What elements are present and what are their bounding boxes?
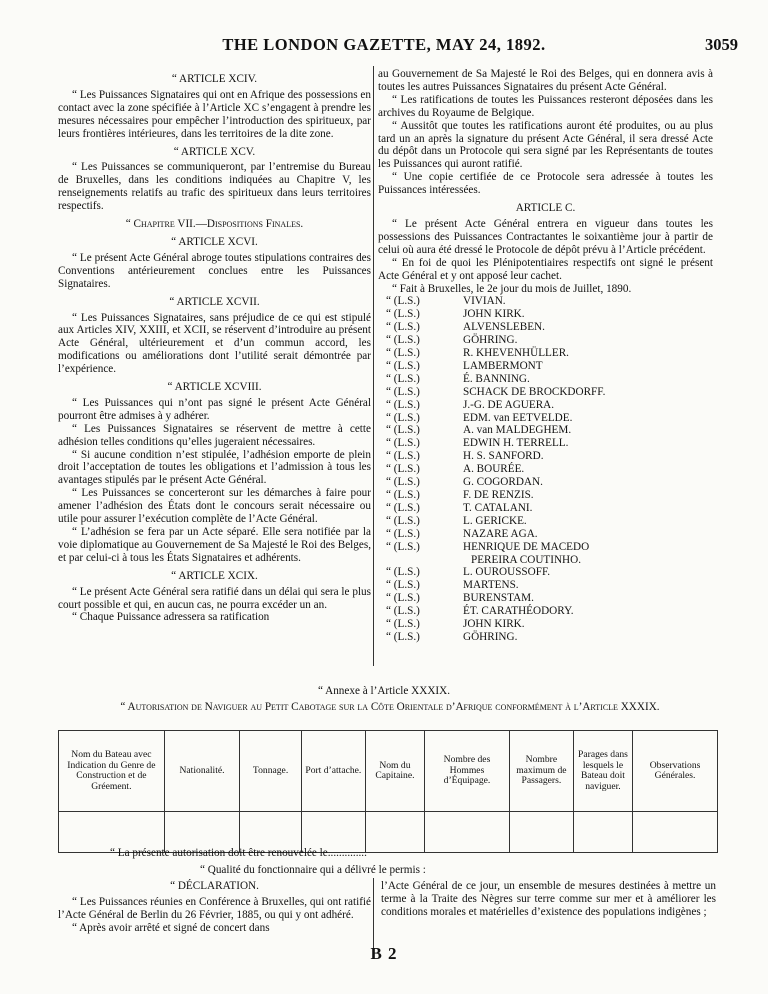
signatory-name: LAMBERMONT [463,359,543,372]
gazette-title: THE LONDON GAZETTE, MAY 24, 1892. [222,35,546,54]
signatory-name: JOHN KIRK. [463,308,525,321]
permit-table-cell [509,812,573,853]
signatory-name: HENRIQUE DE MACEDO [463,540,590,553]
permit-table [58,730,718,853]
signatory-name: A. BOURÉE. [463,463,525,476]
article-95-text: “ Les Puissances se communiqueront, par l’entremise du Bureau de Bruxelles, dans les conditions indiquées au Chapitre V, les renseignements relatifs au trafic des spiritueux dans leurs territoires respectifs. [58,161,371,213]
article-94-heading: “ ARTICLE XCIV. [171,73,258,85]
declaration-paragraph: “ Les Puissances réunies en Conférence à Bruxelles, qui ont ratifié l’Acte Général de Berlin du 26 Février, 1885, ou qui y ont adhéré. [58,895,371,921]
ls-seal: “ (L.S.) [386,334,420,347]
ls-seal: “ (L.S.) [386,359,420,372]
permit-table-cell [633,812,718,853]
ls-seal: “ (L.S.) [386,501,420,514]
renewal-note: “ La présente autorisation doit être renouvelée le.............. [110,847,367,859]
issuer-note: “ Qualité du fonctionnaire qui a délivré le permis : [200,864,426,876]
signatory-name: EDM. van EETVELDE. [463,411,573,424]
ls-seal: “ (L.S.) [386,527,420,540]
signatory-name: H. S. SANFORD. [463,450,544,463]
signatory-name: R. KHEVENHÜLLER. [463,347,569,360]
permit-table-header: Port d’attache. [301,731,365,812]
ls-seal: “ (L.S.) [386,566,420,579]
article-98-paragraph: “ Si aucune condition n’est stipulée, l’adhésion emporte de plein droit l’acceptation de toutes les obligations et l’admission à tous les avantages stipulés par le présent Acte Général. [58,448,371,487]
column-divider-bottom [373,878,374,948]
permit-table-cell [425,812,510,853]
paragraph: “ En foi de quoi les Plénipotentiaires respectifs ont signé le présent Acte Général et y ont apposé leur cachet. [378,256,713,282]
signatory-name: MARTENS. [463,579,519,592]
article-98-paragraph: “ Les Puissances se concerteront sur les démarches à faire pour amener l’adhésion des États dont le concours serait nécessaire ou utile pour assurer l’exécution complète de l’Acte Général. [58,487,371,526]
signatory-list [378,295,713,643]
paragraph: “ Aussitôt que toutes les ratifications auront été produites, ou au plus tard un an après la signature du présent Acte Général, il sera dressé Acte du dépôt dans un Protocole qui sera signé par les Représentants de toutes les Puissances qui auront ratifié. [378,119,713,171]
signatory-name: VIVIAN. [463,295,506,308]
article-96-text: “ Le présent Acte Général abroge toutes stipulations contraires des Conventions antérieurement conclues entre les Puissances Signataires. [58,251,371,290]
ls-seal: “ (L.S.) [386,630,420,643]
page-number: 3059 [705,35,738,54]
signatory-name: JOHN KIRK. [463,618,525,631]
permit-table-header: Nombre maximum de Passagers. [509,731,573,812]
declaration-right [381,880,716,919]
article-99-paragraph: “ Le présent Acte Général sera ratifié dans un délai qui sera le plus court possible et qui, en aucun cas, ne pourra excéder un an. [58,585,371,611]
article-95-heading: “ ARTICLE XCV. [173,145,256,158]
ls-seal: “ (L.S.) [386,463,420,476]
authorisation-text: “ Autorisation de Naviguer au Petit Cabotage sur la Côte Orientale d’Afrique conformément à l’Article XXXIX. [120,701,660,713]
declaration-continued: l’Acte Général de ce jour, un ensemble de mesures destinées à mettre un terme à la Traite des Nègres sur terre comme sur mer et à améliorer les conditions morales et matérielles d’existence des populations indigènes ; [381,880,716,918]
article-97-heading: “ ARTICLE XCVII. [169,295,260,308]
article-98-heading: “ ARTICLE XCVIII. [167,381,262,394]
signatory-name: T. CATALANI. [463,501,533,514]
ls-seal: “ (L.S.) [386,385,420,398]
permit-table-header: Tonnage. [240,731,302,812]
signatory-name: G. COGORDAN. [463,476,543,489]
ls-seal: “ (L.S.) [386,398,420,411]
permit-table-header-row [59,731,718,812]
article-99-heading: “ ARTICLE XCIX. [171,569,258,582]
ls-seal: “ (L.S.) [386,489,420,501]
signatory-name: L. OUROUSSOFF. [463,566,551,579]
ls-seal: “ (L.S.) [386,347,420,360]
signatory-name: L. GERICKE. [463,514,527,527]
paragraph: “ Les ratifications de toutes les Puissances resteront déposées dans les archives du Royaume de Belgique. [378,93,713,119]
column-divider [373,66,374,666]
permit-table-header: Observations Générales. [633,731,718,812]
ls-seal: “ (L.S.) [386,437,420,450]
ls-seal: “ (L.S.) [386,592,420,605]
permit-table-header: Nombre des Hommes d’Équipage. [425,731,510,812]
permit-table-header: Nationalité. [164,731,240,812]
signatory-name: EDWIN H. TERRELL. [463,437,569,450]
ls-seal: “ (L.S.) [386,514,420,527]
declaration-left [58,880,371,935]
authorisation-heading [60,701,720,714]
right-column [378,68,713,644]
declaration-paragraph: “ Après avoir arrêté et signé de concert dans [72,921,270,934]
signature-mark: B 2 [370,944,398,963]
article-c-text: “ Le présent Acte Général entrera en vigueur dans toutes les possessions des Puissances Contractantes le soixantième jour à partir de celui où aura été dressé le Protocole de dépôt prévu à l’Article précédent. [378,217,713,256]
permit-table-cell [365,812,424,853]
signatory-name: J.-G. DE AGUERA. [463,398,555,411]
signatory-name: SCHACK DE BROCKDORFF. [463,385,606,398]
declaration-heading: “ DÉCLARATION. [170,880,259,892]
ls-seal: “ (L.S.) [386,308,420,321]
signatory-name: A. van MALDEGHEM. [463,424,572,437]
signatory-name: F. DE RENZIS. [463,489,534,501]
page-header [0,35,768,57]
signatory-name: GÖHRING. [463,334,518,347]
ls-seal: “ (L.S.) [386,321,420,334]
ls-seal: “ (L.S.) [386,411,420,424]
signatory-name: BURENSTAM. [463,592,534,605]
article-98-paragraph: “ L’adhésion se fera par un Acte séparé. Elle sera notifiée par la voie diplomatique au Gouvernement de Sa Majesté le Roi des Belges, et par celui-ci à tous les États Signataires et adhérents. [58,526,371,564]
ls-seal: “ (L.S.) [386,579,420,592]
article-97-text: “ Les Puissances Signataires, sans préjudice de ce qui est stipulé aux Articles XIV, XXIII, et XCII, se réservent d’introduire au présent Acte Général, ultérieurement et d’un commun accord, les modifications ou améliorations dont l’utilité serait démontrée par l’expérience. [58,311,371,376]
article-94-text: “ Les Puissances Signataires qui ont en Afrique des possessions en contact avec la zone spécifiée à l’Article XC s’engagent à prendre les mesures nécessaires pour empêcher l’introduction des spiritueux, par leurs frontières intérieures, dans les territoires de la dite zone. [58,88,371,140]
article-98-paragraph: “ Les Puissances qui n’ont pas signé le présent Acte Général pourront être admises à y adhérer. [58,396,371,422]
ls-seal: “ (L.S.) [386,618,420,631]
article-99-paragraph: “ Chaque Puissance adressera sa ratification [72,611,270,624]
signatory-name: PEREIRA COUTINHO. [471,553,582,566]
article-98-paragraph: “ Les Puissances Signataires se réservent de mettre à cette adhésion telles conditions qu’elles jugeraient nécessaires. [58,422,371,448]
paragraph: “ Une copie certifiée de ce Protocole sera adressée à toutes les Puissances intéressées. [378,171,713,197]
annex-title: “ Annexe à l’Article XXXIX. [317,685,451,697]
article-c-heading: ARTICLE C. [515,202,576,215]
left-column [58,68,371,624]
chapter-7-heading: “ Chapitre VII.—Dispositions Finales. [125,218,304,231]
permit-table-header: Nom du Bateau avec Indication du Genre de Construction et de Gréement. [59,731,165,812]
ls-seal: “ (L.S.) [386,424,420,437]
permit-table-header: Parages dans lesquels le Bateau doit naviguer. [573,731,632,812]
permit-table-header: Nom du Capitaine. [365,731,424,812]
ls-seal: “ (L.S.) [386,295,420,308]
signatory-name: NAZARE AGA. [463,527,538,540]
ls-seal: “ (L.S.) [386,476,420,489]
paragraph: “ Fait à Bruxelles, le 2e jour du mois de Juillet, 1890. [392,282,632,295]
signatory-name: ÉT. CARATHÉODORY. [463,605,574,618]
ls-seal: “ (L.S.) [386,605,420,618]
signatory-name: GÖHRING. [463,630,518,643]
continued-text: au Gouvernement de Sa Majesté le Roi des Belges, qui en donnera avis à toutes les autres Puissances Signataires du présent Acte Général. [378,68,713,93]
ls-seal: “ (L.S.) [386,540,420,553]
article-96-heading: “ ARTICLE XCVI. [171,235,258,248]
signatory-name: ALVENSLEBEN. [463,321,545,334]
signatory-name: É. BANNING. [463,372,530,385]
ls-seal: “ (L.S.) [386,450,420,463]
ls-seal: “ (L.S.) [386,372,420,385]
permit-table-cell [573,812,632,853]
ls-seal [386,554,463,567]
